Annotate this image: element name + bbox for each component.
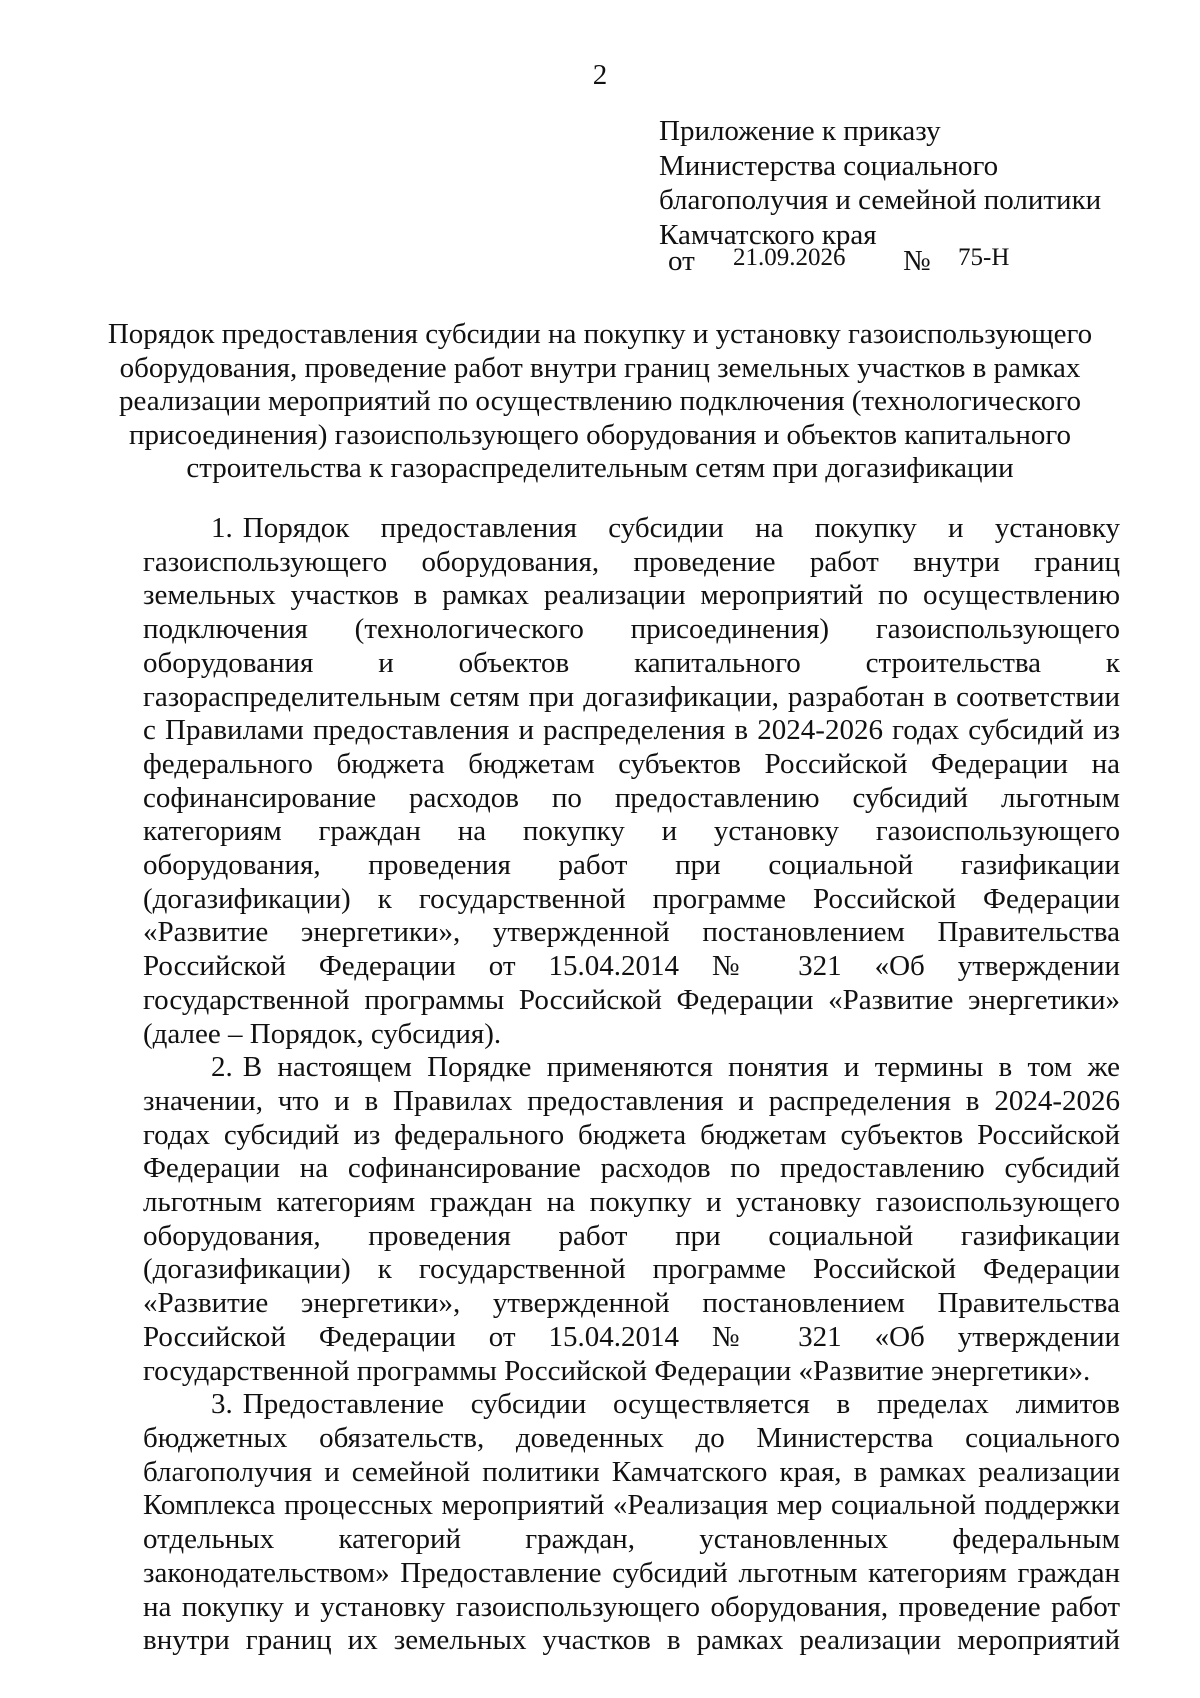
paragraph-text: В настоящем Порядке применяются понятия и термины в том же значении, что и в Правилах предоставления и распределения в 2024-2026 годах субсидий из федерального бюджета бюджетам субъектов Российской Федерации на софинансирование расходов по предоставлению субсидий льготным категориям граждан на покупку и установку газоиспользующего оборудования, проведения работ при социальной газификации (догазификации) к государственной программе Российской Федерации «Развитие энергетики», утвержденной постановлением Правительства Российской Федерации от 15.04.2014 № 321 «Об утверждении государственной программы Российской Федерации «Развитие энергетики». [143, 1051, 1120, 1387]
approval-line: Приложение к приказу [659, 115, 941, 147]
order-date-label: от [668, 245, 695, 277]
page-number: 2 [592, 59, 608, 91]
title-line: присоединения) газоиспользующего оборудования и объектов капитального [128, 418, 1072, 451]
paragraph-number: 2. [211, 1051, 233, 1084]
document-title [0, 318, 1200, 486]
approval-block [659, 114, 1101, 252]
document-body [143, 512, 1120, 1658]
order-date: 21.09.2026 [733, 244, 846, 271]
title-line: строительства к газораспределительным сетям при догазификации [186, 452, 1014, 484]
approval-line: благополучия и семейной политики [659, 184, 1102, 216]
paragraph-text: Предоставление субсидии осуществляется в пределах лимитов бюджетных обязательств, доведенных до Министерства социального благополучия и семейной политики Камчатского края, в рамках реализации Комплекса процессных мероприятий «Реализация мер социальной поддержки отдельных категорий граждан, установленных федеральным законодательством» Предоставление субсидий льготным категориям граждан на покупку и установку газоиспользующего оборудования, проведение работ внутри границ их земельных участков в рамках реализации мероприятий [143, 1388, 1120, 1657]
paragraph-1 [143, 512, 1120, 1051]
title-line: Порядок предоставления субсидии на покупку и установку газоиспользующего [107, 318, 1093, 350]
paragraph-number: 1. [211, 512, 233, 544]
title-line: реализации мероприятий по осуществлению подключения (технологического [119, 385, 1081, 417]
order-number-label: № [903, 245, 931, 277]
approval-line: Камчатского края [659, 218, 877, 251]
paragraph-number: 3. [211, 1388, 233, 1421]
order-number: 75-Н [958, 244, 1010, 271]
paragraph-text: Порядок предоставления субсидии на покупку и установку газоиспользующего оборудования, проведение работ внутри границ земельных участков в рамках реализации мероприятий по осуществлению подключения (технологического присоединения) газоиспользующего оборудования и объектов капитального строительства к газораспределительным сетям при догазификации, разработан в соответствии с Правилами предоставления и распределения в 2024-2026 годах субсидий из федерального бюджета бюджетам субъектов Российской Федерации на софинансирование расходов по предоставлению субсидий льготным категориям граждан на покупку и установку газоиспользующего оборудования, проведения работ при социальной газификации (догазификации) к государственной программе Российской Федерации «Развитие энергетики», утвержденной постановлением Правительства Российской Федерации от 15.04.2014 № 321 «Об утверждении государственной программы Российской Федерации «Развитие энергетики» (далее – Порядок, субсидия). [143, 512, 1120, 1050]
paragraph-2 [143, 1051, 1120, 1388]
title-line: оборудования, проведение работ внутри границ земельных участков в рамках [119, 351, 1081, 384]
paragraph-3 [143, 1388, 1120, 1658]
approval-line: Министерства социального [659, 149, 999, 182]
